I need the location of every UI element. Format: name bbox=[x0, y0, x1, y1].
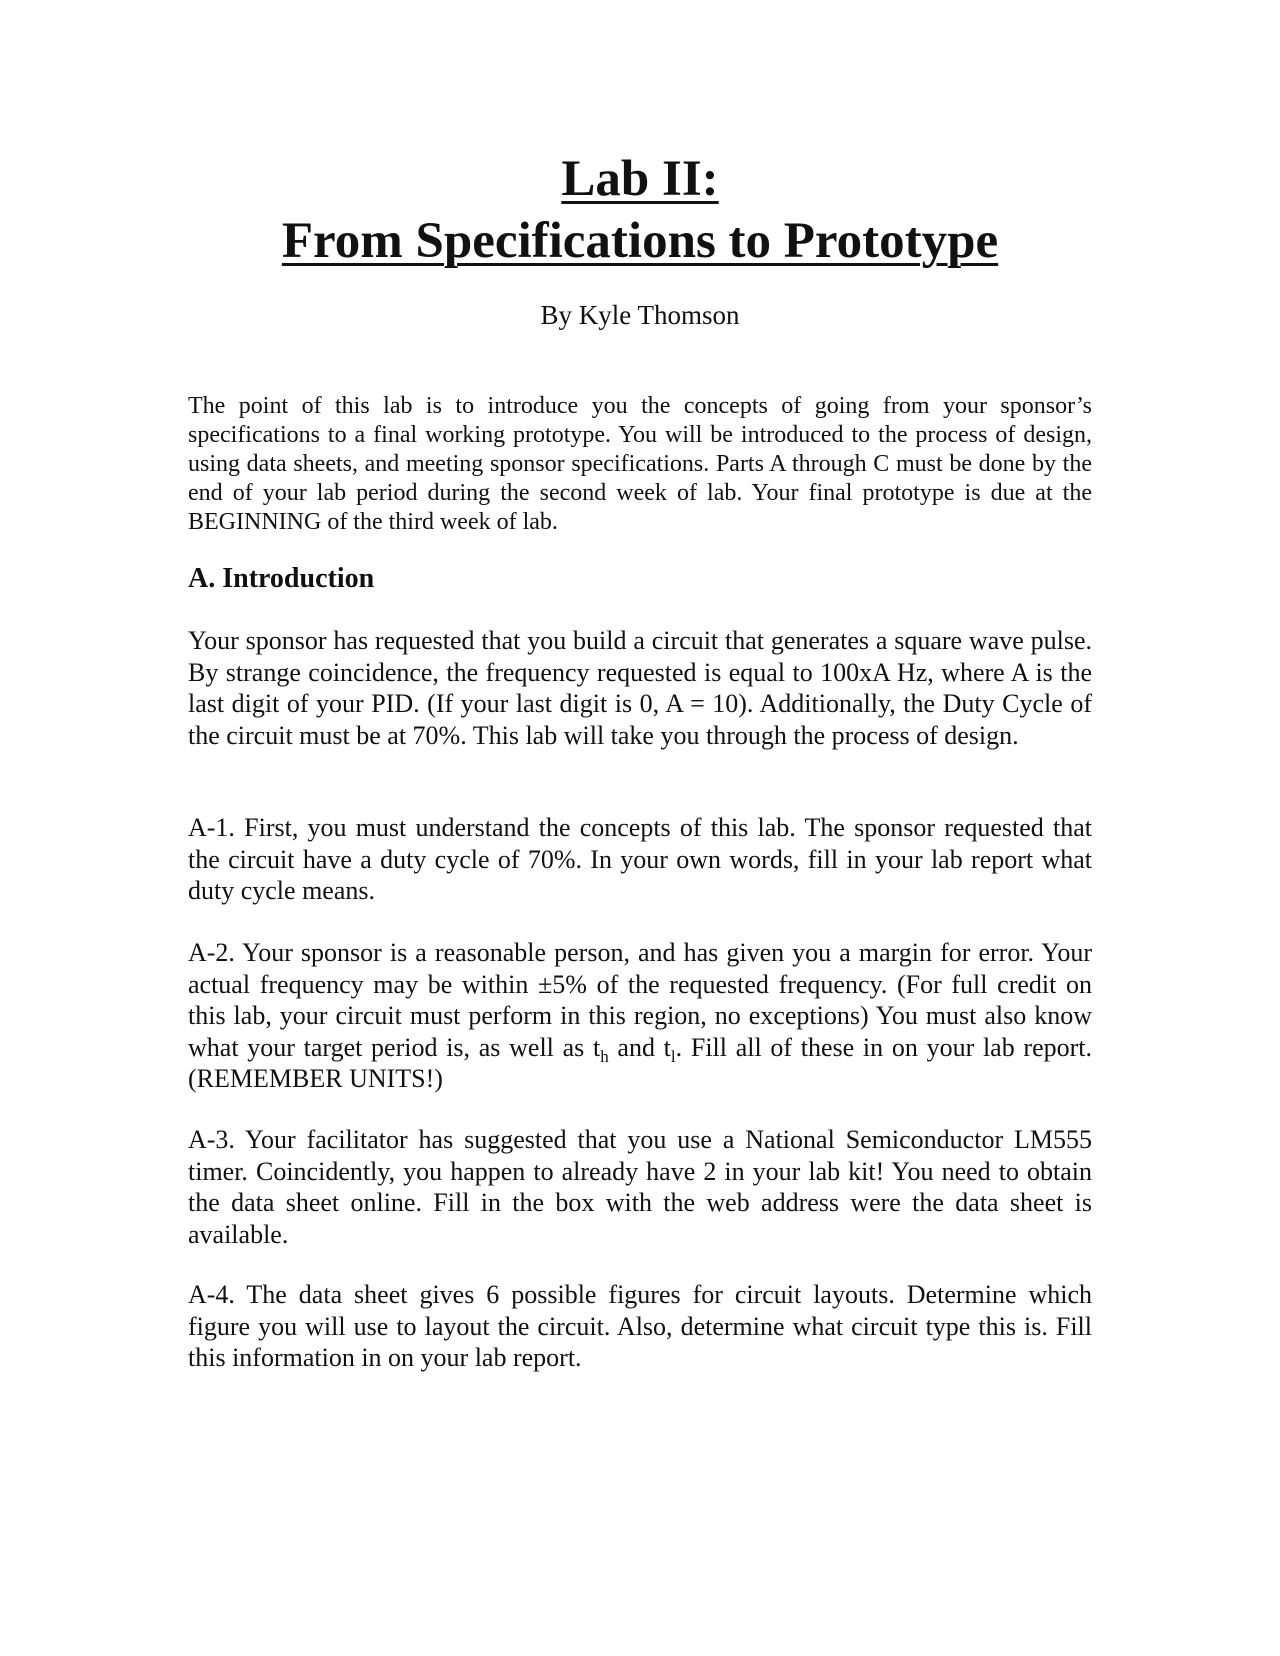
subscript-h: h bbox=[600, 1046, 609, 1066]
intro-paragraph: The point of this lab is to introduce you the concepts of going from your sponsor’s specifications to a final working prototype. You will be introduced to the process of design, using data sheets, and meeting sponsor specifications. Parts A through C must be done by the end of your lab period during the second week of lab. Your final prototype is due at the BEGINNING of the third week of lab. bbox=[188, 393, 1092, 535]
paragraph-a4: A-4. The data sheet gives 6 possible figures for circuit layouts. Determine which figure you will use to layout the circuit. Also, determine what circuit type this is. Fill this information in on your lab report. bbox=[188, 1280, 1092, 1372]
paragraph-sponsor-request: Your sponsor has requested that you build a circuit that generates a square wave pulse. By strange coincidence, the frequency requested is equal to 100xA Hz, where A is the last digit of your PID. (If your last digit is 0, A = 10). Additionally, the Duty Cycle of the circuit must be at 70%. This lab will take you through the process of design. bbox=[188, 626, 1092, 750]
title-line-2: From Specifications to Prototype bbox=[281, 213, 999, 269]
paragraph-a3: A-3. Your facilitator has suggested that you use a National Semiconductor LM555 timer. Coincidently, you happen to already have 2 in your lab kit! You need to obtain the data sheet online. Fill in the box with the web address were the data sheet is available. bbox=[188, 1125, 1092, 1249]
section-heading-introduction: A. Introduction bbox=[188, 563, 375, 594]
subscript-l: l bbox=[670, 1046, 676, 1066]
author-line: By Kyle Thomson bbox=[540, 300, 740, 330]
paragraph-a2-text-1: A-2. Your sponsor is a reasonable person, and has given you a margin for error. Your actual frequency may be within ±5% of the requested frequency. (For full credit on this lab, your circuit must perform in this region, no exceptions) You must also know what your target period is, as well as t bbox=[188, 938, 1092, 1062]
document-title bbox=[0, 148, 1280, 272]
paragraph-a1: A-1. First, you must understand the concepts of this lab. The sponsor requested that the circuit have a duty cycle of 70%. In your own words, fill in your lab report what duty cycle means. bbox=[188, 813, 1092, 905]
paragraph-a2 bbox=[188, 937, 1092, 1095]
paragraph-a2-text-2: . Fill all of these in on your lab report. (REMEMBER UNITS!) bbox=[188, 1032, 1092, 1093]
paragraph-a2-text-and: and t bbox=[608, 1032, 671, 1062]
title-line-1: Lab II: bbox=[561, 151, 719, 207]
